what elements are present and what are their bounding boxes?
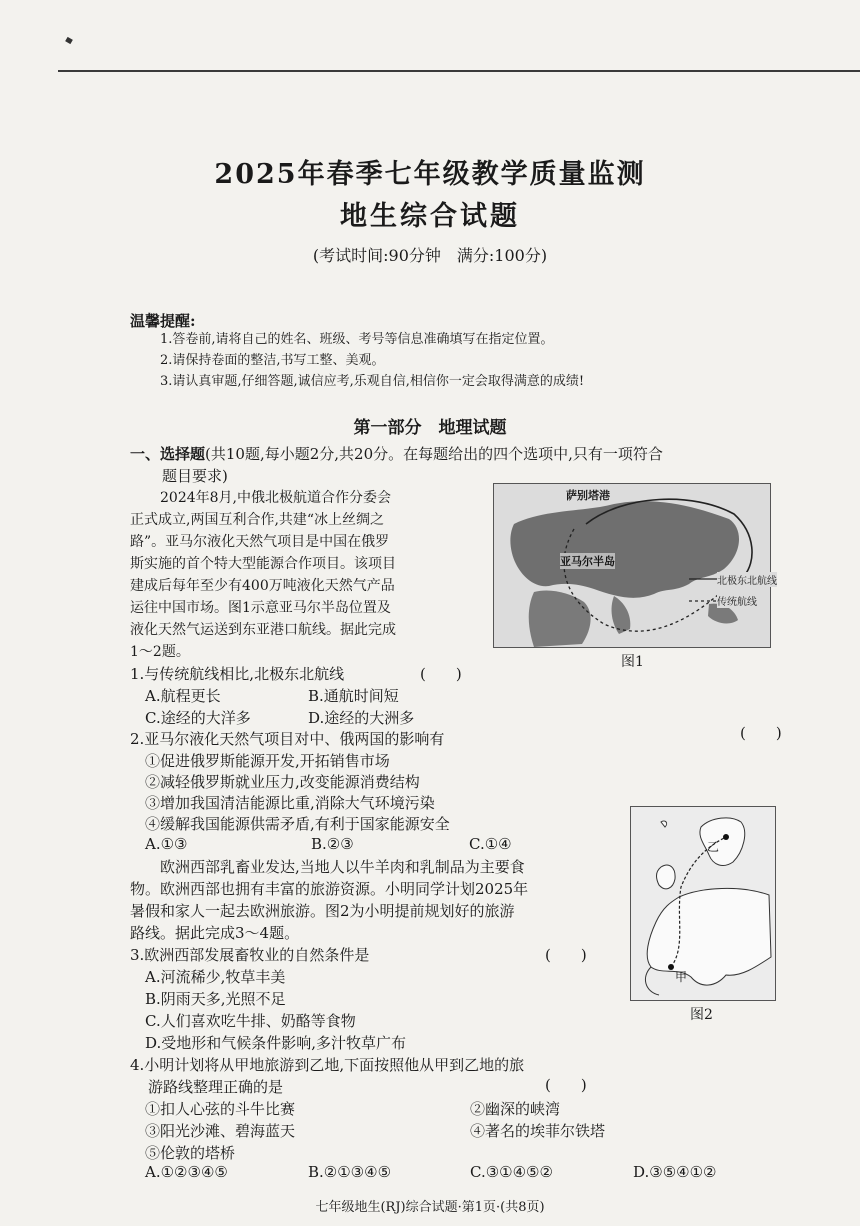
part-heading-desc-2: 题目要求) [162,467,228,485]
section-title: 第一部分 地理试题 [353,418,507,438]
q3-option-a: A.河流稀少,牧草丰美 [145,968,286,986]
q4-item-2: ②幽深的峡湾 [470,1100,561,1118]
q3-option-c: C.人们喜欢吃牛排、奶酪等食物 [145,1012,356,1030]
q2-option-b: B.②③ [311,835,354,853]
passage2-line-3: 暑假和家人一起去欧洲旅游。图2为小明提前规划好的旅游 [130,902,515,920]
passage1-line-7: 液化天然气运送到东亚港口航线。据此完成 [130,622,396,638]
q2-option-c: C.①④ [469,835,512,853]
q2-item-3: ③增加我国清洁能源比重,消除大气环境污染 [145,794,435,812]
q1-option-d: D.途经的大洲多 [308,709,415,727]
q2-bracket: ( ) [740,724,782,742]
exam-info: (考试时间:90分钟 满分:100分) [312,246,548,265]
q4-option-d: D.③⑤④①② [633,1163,717,1181]
reminder-item-1: 1.答卷前,请将自己的姓名、班级、考号等信息准确填写在指定位置。 [160,332,554,347]
q4-option-b: B.②①③④⑤ [308,1163,392,1181]
passage2-line-1: 欧洲西部乳畜业发达,当地人以牛羊肉和乳制品为主要食 [160,858,525,876]
fig1-label-port: 萨别塔港 [566,489,610,502]
q2-stem: 2.亚马尔液化天然气项目对中、俄两国的影响有 [130,730,445,748]
reminder-item-2: 2.请保持卷面的整洁,书写工整、美观。 [160,353,385,368]
q4-option-c: C.③①④⑤② [470,1163,553,1181]
exam-title: 2025年春季七年级教学质量监测 [214,159,646,190]
fig2-caption: 图2 [690,1007,713,1023]
figure-2-map [630,806,776,1001]
passage1-line-2: 正式成立,两国互利合作,共建“冰上丝绸之 [130,512,385,528]
passage1-line-6: 运往中国市场。图1示意亚马尔半岛位置及 [130,600,391,616]
q4-item-1: ①扣人心弦的斗牛比赛 [145,1100,296,1118]
fig2-label-yi: 乙 [707,840,720,854]
passage1-line-4: 斯实施的首个特大型能源合作项目。该项目 [130,556,396,572]
q4-item-4: ④著名的埃菲尔铁塔 [470,1122,606,1140]
passage1-line-3: 路”。亚马尔液化天然气项目是中国在俄罗 [130,534,390,550]
q4-option-a: A.①②③④⑤ [145,1163,228,1181]
figure-1-svg [494,484,770,647]
passage1-line-8: 1～2题。 [130,644,190,660]
exam-subtitle: 地生综合试题 [340,201,520,232]
q3-option-b: B.阴雨天多,光照不足 [145,990,286,1008]
q4-stem: 4.小明计划将从甲地旅游到乙地,下面按照他从甲到乙地的旅 [130,1056,525,1074]
q4-item-5: ⑤伦敦的塔桥 [145,1144,236,1162]
part-heading [130,443,663,464]
q1-stem: 1.与传统航线相比,北极东北航线 [130,665,345,683]
fig1-legend-traditional: 传统航线 [717,593,757,608]
reminder-item-3: 3.请认真审题,仔细答题,诚信应考,乐观自信,相信你一定会取得满意的成绩! [160,374,585,389]
q4-stem-2: 游路线整理正确的是 [148,1078,284,1096]
figure-2-svg [631,807,775,1000]
q1-option-c: C.途经的大洋多 [145,709,251,727]
passage1-line-5: 建成后每年至少有400万吨液化天然气产品 [130,578,395,594]
q3-bracket: ( ) [545,946,587,964]
q3-option-d: D.受地形和气候条件影响,多汁牧草广布 [145,1034,407,1052]
fig2-label-jia: 甲 [675,970,688,984]
passage1-line-1: 2024年8月,中俄北极航道合作分委会 [160,490,391,506]
q1-bracket: ( ) [420,665,462,683]
passage2-line-2: 物。欧洲西部也拥有丰富的旅游资源。小明同学计划2025年 [130,880,529,898]
fig1-legend-arctic: 北极东北航线 [717,572,777,587]
passage2-line-4: 路线。据此完成3～4题。 [130,924,300,942]
part-heading-label: 一、选择题 [130,445,206,463]
fig1-caption: 图1 [621,654,644,670]
page-footer: 七年级地生(RJ)综合试题·第1页·(共8页) [315,1200,545,1215]
figure-1-map [493,483,771,648]
q2-item-1: ①促进俄罗斯能源开发,开拓销售市场 [145,752,390,770]
q2-item-4: ④缓解我国能源供需矛盾,有利于国家能源安全 [145,815,450,833]
scan-speck [65,37,73,44]
q2-item-2: ②减轻俄罗斯就业压力,改变能源消费结构 [145,773,420,791]
part-heading-desc: (共10题,每小题2分,共20分。在每题给出的四个选项中,只有一项符合 [205,445,663,463]
q4-item-3: ③阳光沙滩、碧海蓝天 [145,1122,296,1140]
q2-option-a: A.①③ [145,835,188,853]
q3-stem: 3.欧洲西部发展畜牧业的自然条件是 [130,946,370,964]
q4-bracket: ( ) [545,1076,587,1094]
reminder-heading: 温馨提醒: [130,312,196,330]
q1-option-b: B.通航时间短 [308,687,399,705]
fig1-label-peninsula: 亚马尔半岛 [560,555,615,568]
header-rule [58,70,860,72]
q1-option-a: A.航程更长 [145,687,221,705]
